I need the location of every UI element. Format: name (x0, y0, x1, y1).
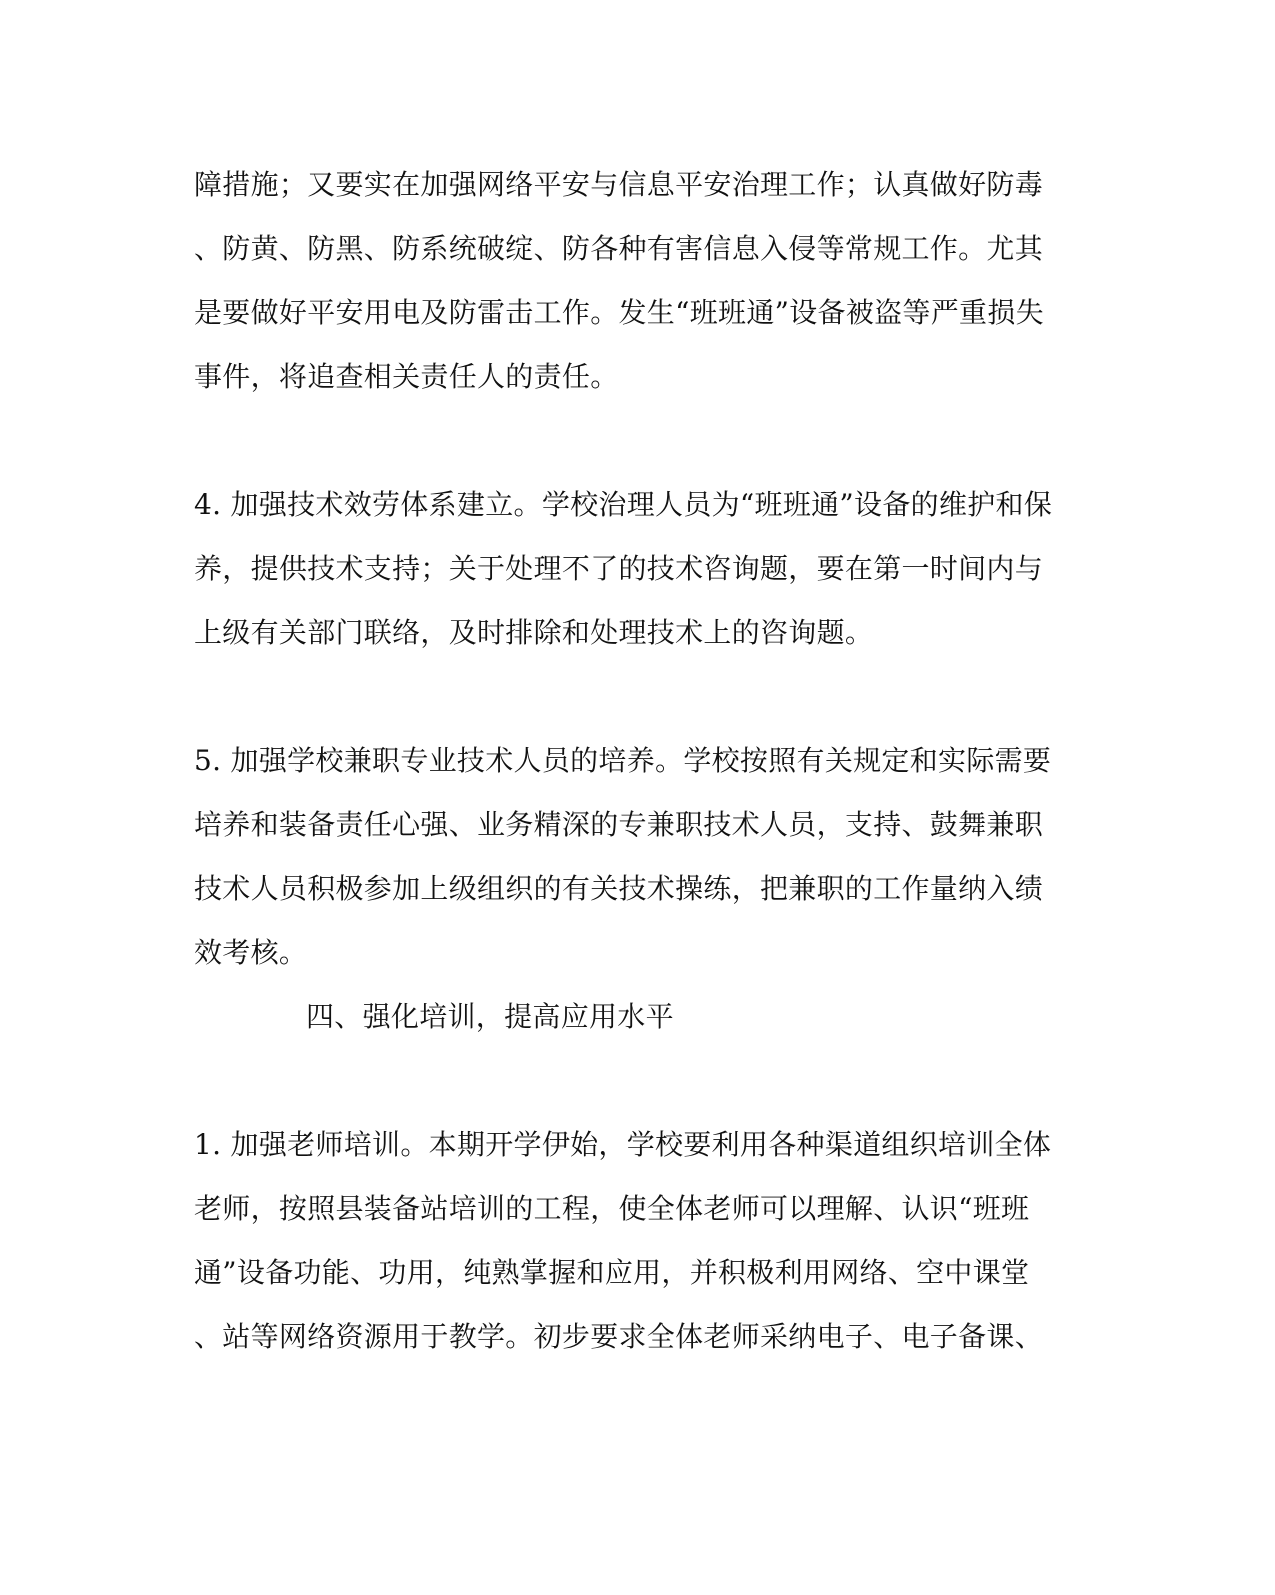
text-line: 4. 加强技术效劳体系建立。学校治理人员为“班班通”设备的维护和保 (194, 488, 1053, 521)
text-line: 、防黄、防黑、防系统破绽、防各种有害信息入侵等常规工作。尤其 (194, 232, 1044, 265)
text-line: 技术人员积极参加上级组织的有关技术操练，把兼职的工作量纳入绩 (194, 872, 1044, 905)
text-line: 上级有关部门联络，及时排除和处理技术上的咨询题。 (194, 616, 874, 649)
text-line: 养，提供技术支持；关于处理不了的技术咨询题，要在第一时间内与 (194, 552, 1044, 585)
text-line: 培养和装备责任心强、业务精深的专兼职技术人员，支持、鼓舞兼职 (194, 808, 1044, 841)
text-line: 1. 加强老师培训。本期开学伊始，学校要利用各种渠道组织培训全体 (194, 1128, 1052, 1161)
text-line: 障措施；又要实在加强网络平安与信息平安治理工作；认真做好防毒 (194, 168, 1044, 201)
text-line: 5. 加强学校兼职专业技术人员的培养。学校按照有关规定和实际需要 (194, 744, 1052, 777)
section-heading: 四、强化培训，提高应用水平 (306, 1000, 674, 1033)
text-line: 事件，将追查相关责任人的责任。 (194, 360, 619, 393)
text-line: 、站等网络资源用于教学。初步要求全体老师采纳电子、电子备课、 (194, 1320, 1044, 1353)
text-line: 效考核。 (194, 936, 308, 969)
text-line: 通”设备功能、功用，纯熟掌握和应用，并积极利用网络、空中课堂 (194, 1256, 1030, 1289)
text-line: 是要做好平安用电及防雷击工作。发生“班班通”设备被盗等严重损失 (194, 296, 1044, 329)
text-line: 老师，按照县装备站培训的工程，使全体老师可以理解、认识“班班 (194, 1192, 1030, 1225)
